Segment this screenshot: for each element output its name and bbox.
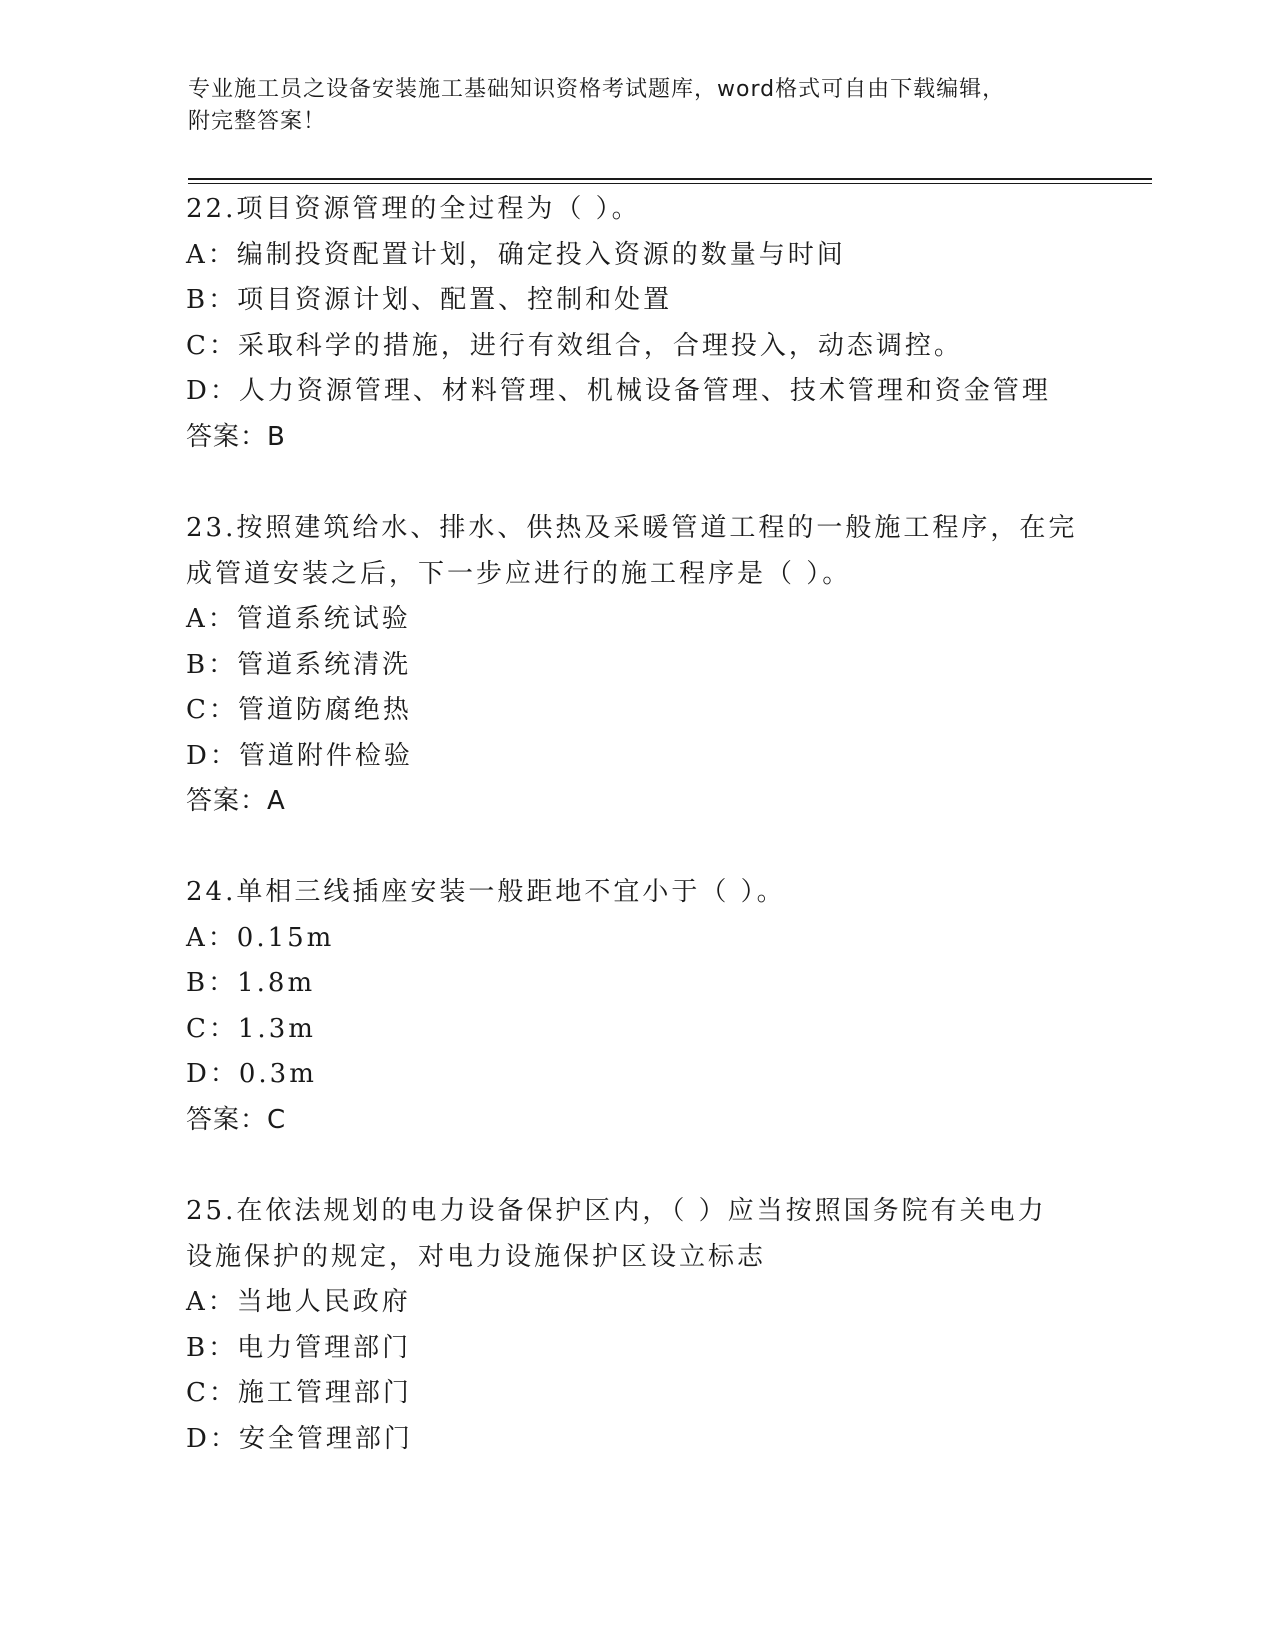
option-d: D：管道附件检验 xyxy=(186,740,413,771)
document-header xyxy=(188,74,1068,138)
question-25 xyxy=(186,1189,1086,1462)
option-c: C：1.3m xyxy=(186,1013,316,1044)
question-stem: 22.项目资源管理的全过程为（ ）。 xyxy=(186,194,641,224)
question-stem-continued: 成管道安装之后，下一步应进行的施工程序是（ ）。 xyxy=(186,558,852,589)
option-a: A：编制投资配置计划，确定投入资源的数量与时间 xyxy=(186,239,846,270)
header-line-1: 专业施工员之设备安装施工基础知识资格考试题库，word格式可自由下载编辑， xyxy=(188,77,1006,102)
option-b: B：项目资源计划、配置、控制和处置 xyxy=(186,285,673,315)
question-22 xyxy=(186,187,1086,460)
option-d: D：0.3m xyxy=(186,1059,317,1089)
answer-line: 答案：C xyxy=(186,1104,287,1135)
question-stem-continued: 设施保护的规定，对电力设施保护区设立标志 xyxy=(186,1241,767,1272)
option-d: D：人力资源管理、材料管理、机械设备管理、技术管理和资金管理 xyxy=(186,376,1051,406)
question-stem: 23.按照建筑给水、排水、供热及采暖管道工程的一般施工程序，在完 xyxy=(186,513,1078,543)
option-c: C：采取科学的措施，进行有效组合，合理投入，动态调控。 xyxy=(186,330,963,361)
question-stem: 24.单相三线插座安装一般距地不宜小于（ ）。 xyxy=(186,877,786,907)
question-stem: 25.在依法规划的电力设备保护区内，（ ）应当按照国务院有关电力 xyxy=(186,1196,1047,1226)
answer-line: 答案：A xyxy=(186,786,286,816)
option-b: B：1.8m xyxy=(186,968,316,998)
header-divider-thin xyxy=(188,183,1152,184)
option-a: A：当地人民政府 xyxy=(186,1287,411,1317)
option-a: A：管道系统试验 xyxy=(186,604,411,634)
header-line-2: 附完整答案！ xyxy=(188,109,327,134)
question-23 xyxy=(186,506,1086,825)
answer-line: 答案：B xyxy=(186,421,286,452)
question-24 xyxy=(186,870,1086,1143)
option-d: D：安全管理部门 xyxy=(186,1423,413,1454)
option-c: C：施工管理部门 xyxy=(186,1378,412,1408)
option-a: A：0.15m xyxy=(186,922,335,953)
option-b: B：管道系统清洗 xyxy=(186,649,412,680)
option-c: C：管道防腐绝热 xyxy=(186,695,412,725)
option-b: B：电力管理部门 xyxy=(186,1332,412,1363)
header-divider-thick xyxy=(188,178,1152,180)
